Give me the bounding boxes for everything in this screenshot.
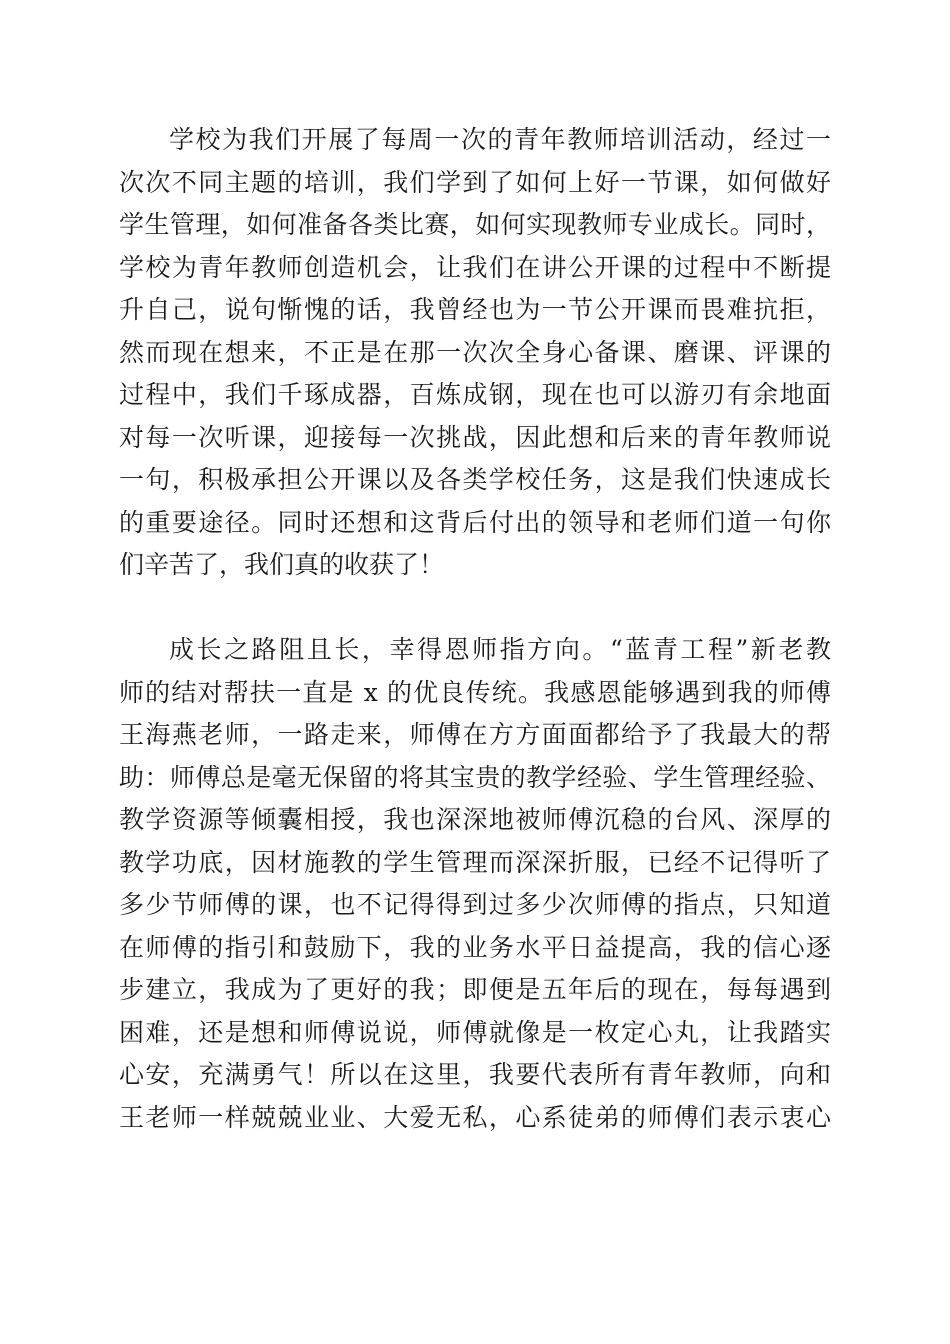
paragraph-line: 步建立，我成为了更好的我；即便是五年后的现在，每每遇到: [119, 975, 831, 1004]
paragraph-line: 王老师一样兢兢业业、大爱无私，心系徒弟的师傅们表示衷心: [119, 1102, 831, 1132]
paragraph-line: 在师傅的指引和鼓励下，我的业务水平日益提高，我的信心逐: [119, 932, 831, 962]
paragraph-line: 助：师傅总是毫无保留的将其宝贵的教学经验、学生管理经验、: [119, 762, 831, 792]
paragraph-1: [119, 119, 831, 587]
paragraph-line: 多少节师傅的课，也不记得得到过多少次师傅的指点，只知道: [119, 890, 831, 919]
paragraph-line: 成长之路阻且长，幸得恩师指方向。“蓝青工程”新老教: [169, 635, 831, 664]
paragraph-line: 们辛苦了，我们真的收获了！: [119, 550, 445, 579]
paragraph-line: 的重要途径。同时还想和这背后付出的领导和老师们道一句你: [119, 507, 831, 537]
paragraph-line: 教学功底，因材施教的学生管理而深深折服，已经不记得听了: [119, 847, 831, 877]
paragraph-line: 心安，充满勇气！所以在这里，我要代表所有青年教师，向和: [119, 1060, 831, 1089]
paragraph-line: 王海燕老师，一路走来，师傅在方方面面都给予了我最大的帮: [119, 720, 831, 749]
paragraph-line: 教学资源等倾囊相授，我也深深地被师傅沉稳的台风、深厚的: [119, 805, 831, 834]
paragraph-line: 学校为我们开展了每周一次的青年教师培训活动，经过一: [169, 125, 831, 154]
paragraph-line: 一句，积极承担公开课以及各类学校任务，这是我们快速成长: [119, 465, 831, 494]
paragraph-line: 升自己，说句惭愧的话，我曾经也为一节公开课而畏难抗拒，: [119, 295, 831, 324]
paragraph-line: 然而现在想来，不正是在那一次次全身心备课、磨课、评课的: [119, 337, 831, 367]
paragraph-line: 过程中，我们千琢成器，百炼成钢，现在也可以游刃有余地面: [119, 380, 831, 409]
paragraph-line: 学生管理，如何准备各类比赛，如何实现教师专业成长。同时，: [119, 210, 831, 239]
paragraph-line: 困难，还是想和师傅说说，师傅就像是一枚定心丸，让我踏实: [119, 1017, 831, 1047]
paragraph-line: 次次不同主题的培训，我们学到了如何上好一节课，如何做好: [119, 167, 831, 197]
paragraph-line: 师的结对帮扶一直是 x 的优良传统。我感恩能够遇到我的师傅: [119, 677, 831, 707]
paragraph-line: 学校为青年教师创造机会，让我们在讲公开课的过程中不断提: [119, 252, 831, 282]
paragraph-line: 对每一次听课，迎接每一次挑战，因此想和后来的青年教师说: [119, 422, 831, 452]
paragraph-2: [119, 629, 831, 1139]
